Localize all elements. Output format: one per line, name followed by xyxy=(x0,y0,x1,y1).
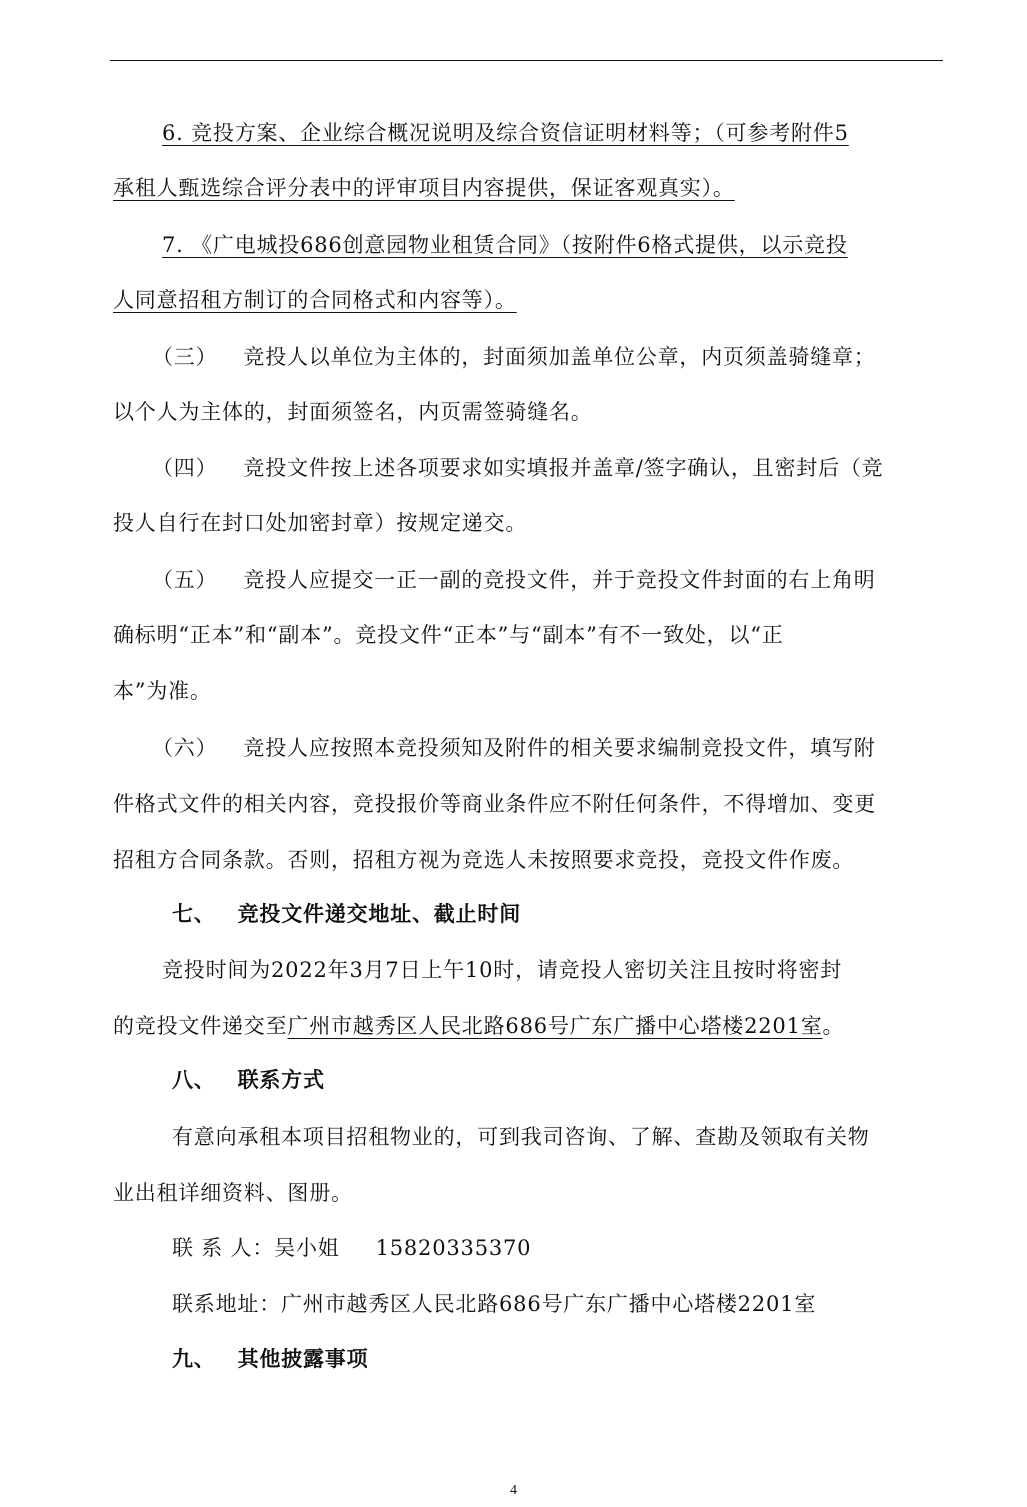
contact-person-row xyxy=(172,1233,531,1263)
clause3-number: （三） xyxy=(152,345,218,369)
contact-address-row xyxy=(172,1289,816,1319)
section8-para-line2: 业出租详细资料、图册。 xyxy=(113,1181,353,1205)
section9-heading xyxy=(172,1344,368,1374)
clause5-line2: 确标明“正本”和“副本”。竞投文件“正本”与“副本”有不一致处，以“正 xyxy=(113,623,784,647)
clause3-line2: 以个人为主体的，封面须签名，内页需签骑缝名。 xyxy=(113,400,593,424)
clause5-line1: （五） 竞投人应提交一正一副的竞投文件，并于竞投文件封面的右上角明 xyxy=(152,568,876,592)
clause3-line1: （三） 竞投人以单位为主体的，封面须加盖单位公章，内页须盖骑缝章； xyxy=(152,345,876,369)
section9-title: 其他披露事项 xyxy=(237,1347,369,1371)
clause4-number: （四） xyxy=(152,456,218,480)
section7-title: 竞投文件递交地址、截止时间 xyxy=(237,902,522,926)
address-label: 联系地址： xyxy=(172,1292,281,1316)
clause4-line2: 投人自行在封口处加密封章）按规定递交。 xyxy=(113,511,528,535)
submission-address: 广州市越秀区人民北路686号广东广播中心塔楼2201室 xyxy=(287,1014,823,1038)
item6-line2: 承租人甄选综合评分表中的评审项目内容提供，保证客观真实）。 xyxy=(113,176,735,200)
item7-line1: 7. 《广电城投686创意园物业租赁合同》（按附件6格式提供，以示竞投 xyxy=(162,233,848,257)
page-number: 4 xyxy=(510,1483,517,1498)
section7-para-line2: 的竞投文件递交至广州市越秀区人民北路686号广东广播中心塔楼2201室。 xyxy=(113,1014,845,1038)
section8-para-line1: 有意向承租本项目招租物业的，可到我司咨询、了解、查勘及领取有关物 xyxy=(172,1125,870,1149)
contact-phone: 15820335370 xyxy=(375,1236,532,1260)
header-rule xyxy=(110,60,943,61)
item7-line2: 人同意招租方制订的合同格式和内容等）。 xyxy=(113,288,517,312)
section9-number: 九、 xyxy=(172,1347,216,1371)
clause4-line1: （四） 竞投文件按上述各项要求如实填报并盖章/签字确认，且密封后（竞 xyxy=(152,456,884,480)
section7-para-line1: 竞投时间为2022年3月7日上午10时，请竞投人密切关注且按时将密封 xyxy=(162,958,843,982)
contact-address: 广州市越秀区人民北路686号广东广播中心塔楼2201室 xyxy=(281,1292,817,1316)
section8-title: 联系方式 xyxy=(237,1068,325,1092)
clause6-line2: 件格式文件的相关内容，竞投报价等商业条件应不附任何条件，不得增加、变更 xyxy=(113,792,876,816)
section7-heading xyxy=(172,899,521,929)
section7-number: 七、 xyxy=(172,902,216,926)
clause6-line1: （六） 竞投人应按照本竞投须知及附件的相关要求编制竞投文件，填写附 xyxy=(152,736,876,760)
item6-line1: 6. 竞投方案、企业综合概况说明及综合资信证明材料等；（可参考附件5 xyxy=(162,121,849,145)
clause6-line3: 招租方合同条款。否则，招租方视为竞选人未按照要求竞投，竞投文件作废。 xyxy=(113,848,855,872)
contact-name: 吴小姐 xyxy=(274,1236,340,1260)
section8-heading xyxy=(172,1065,325,1095)
contact-label: 联 系 人： xyxy=(172,1236,275,1260)
section8-number: 八、 xyxy=(172,1068,216,1092)
clause6-number: （六） xyxy=(152,736,218,760)
clause5-line3: 本”为准。 xyxy=(113,679,212,703)
clause5-number: （五） xyxy=(152,568,218,592)
